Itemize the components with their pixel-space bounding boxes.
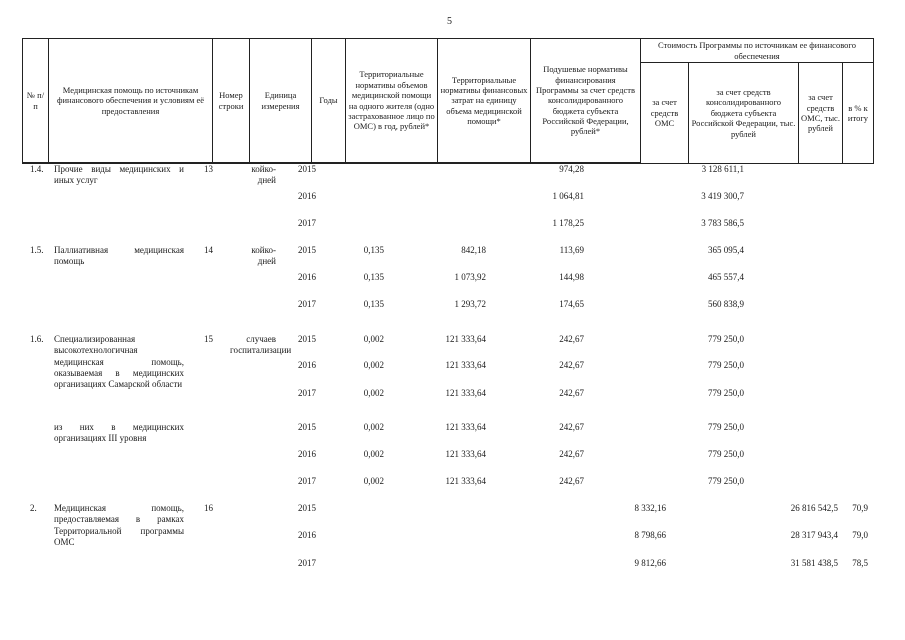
row-number: 1.6.	[30, 334, 44, 344]
year: 2016	[298, 191, 316, 201]
budget-value: 3 128 611,1	[701, 164, 744, 174]
year: 2015	[298, 164, 316, 174]
oms-thousand-value: 26 816 542,5	[790, 503, 838, 513]
cost-value: 842,18	[461, 245, 486, 255]
percent-value: 79,0	[852, 530, 868, 540]
volume-value: 0,002	[363, 422, 384, 432]
budget-value: 465 557,4	[708, 272, 744, 282]
cost-value: 121 333,64	[445, 388, 486, 398]
row-description: Медицинская помощь, предоставляемая в рамках Территориальной программы ОМС	[54, 503, 184, 547]
volume-value: 0,002	[363, 388, 384, 398]
table-header	[22, 38, 874, 164]
row-description: из них в медицинских организациях III уровня	[54, 422, 184, 444]
per-capita-value: 1 064,81	[552, 191, 584, 201]
budget-value: 560 838,9	[708, 299, 744, 309]
cost-value: 121 333,64	[445, 334, 486, 344]
cost-value: 1 293,72	[454, 299, 486, 309]
header-norm-volume: Территориальные нормативы объемов медицинской помощи на одного жителя (одно застрахованное лицо по ОМС) в год, рублей*	[346, 39, 438, 163]
year: 2015	[298, 503, 316, 513]
volume-value: 0,002	[363, 449, 384, 459]
header-care: Медицинская помощь по источникам финансового обеспечения и условиям её предоставления	[49, 39, 213, 163]
budget-value: 779 250,0	[708, 476, 744, 486]
budget-value: 3 419 300,7	[701, 191, 744, 201]
per-capita-value: 242,67	[559, 449, 584, 459]
volume-value: 0,002	[363, 360, 384, 370]
per-capita-value: 144,98	[559, 272, 584, 282]
row-description: Прочие виды медицинских и иных услуг	[54, 164, 184, 186]
year: 2016	[298, 449, 316, 459]
oms-value: 8 798,66	[634, 530, 666, 540]
row-description: Паллиативная медицинская помощь	[54, 245, 184, 267]
year: 2017	[298, 476, 316, 486]
year: 2015	[298, 422, 316, 432]
year: 2016	[298, 272, 316, 282]
volume-value: 0,135	[363, 272, 384, 282]
per-capita-value: 242,67	[559, 476, 584, 486]
oms-thousand-value: 31 581 438,5	[790, 558, 838, 568]
header-per-capita: Подушевые нормативы финансирования Программы за счет средств консолидированного бюджета субъекта Российской Федерации, рублей*	[531, 39, 641, 163]
header-cost-group: Стоимость Программы по источникам ее финансового обеспечения	[641, 39, 873, 63]
year: 2017	[298, 388, 316, 398]
oms-value: 8 332,16	[634, 503, 666, 513]
cost-value: 121 333,64	[445, 449, 486, 459]
header-years: Годы	[312, 39, 346, 163]
volume-value: 0,135	[363, 245, 384, 255]
row-line-number: 15	[204, 334, 213, 344]
cost-value: 1 073,92	[454, 272, 486, 282]
header-norm-cost: Территориальные нормативы финансовых затрат на единицу объема медицинской помощи*	[438, 39, 531, 163]
percent-value: 70,9	[852, 503, 868, 513]
per-capita-value: 242,67	[559, 422, 584, 432]
row-number: 1.4.	[30, 164, 44, 174]
year: 2016	[298, 530, 316, 540]
year: 2015	[298, 245, 316, 255]
row-unit: койко-дней	[251, 164, 276, 185]
per-capita-value: 974,28	[559, 164, 584, 174]
oms-value: 9 812,66	[634, 558, 666, 568]
year: 2017	[298, 218, 316, 228]
header-oms: за счет средств ОМС	[641, 63, 689, 163]
budget-value: 779 250,0	[708, 449, 744, 459]
per-capita-value: 113,69	[559, 245, 584, 255]
budget-value: 365 095,4	[708, 245, 744, 255]
row-line-number: 16	[204, 503, 213, 513]
budget-value: 779 250,0	[708, 360, 744, 370]
year: 2016	[298, 360, 316, 370]
budget-value: 3 783 586,5	[701, 218, 744, 228]
volume-value: 0,002	[363, 476, 384, 486]
cost-value: 121 333,64	[445, 476, 486, 486]
header-row-no: Номер строки	[213, 39, 250, 163]
row-line-number: 13	[204, 164, 213, 174]
budget-value: 779 250,0	[708, 388, 744, 398]
per-capita-value: 174,65	[559, 299, 584, 309]
year: 2015	[298, 334, 316, 344]
per-capita-value: 242,67	[559, 388, 584, 398]
budget-value: 779 250,0	[708, 422, 744, 432]
header-oms-thousand: за счет средств ОМС, тыс. рублей	[799, 63, 843, 163]
row-line-number: 14	[204, 245, 213, 255]
per-capita-value: 242,67	[559, 360, 584, 370]
cost-value: 121 333,64	[445, 360, 486, 370]
volume-value: 0,002	[363, 334, 384, 344]
row-unit: койко-дней	[251, 245, 276, 266]
year: 2017	[298, 299, 316, 309]
page-number: 5	[447, 16, 452, 27]
year: 2017	[298, 558, 316, 568]
budget-value: 779 250,0	[708, 334, 744, 344]
cost-value: 121 333,64	[445, 422, 486, 432]
row-description: Специализированная высокотехнологичная медицинская помощь, оказываемая в медицинских организациях Самарской области	[54, 334, 184, 389]
header-percent: в % к итогу	[847, 102, 869, 123]
percent-value: 78,5	[852, 558, 868, 568]
header-unit: Единица измерения	[250, 39, 312, 163]
row-number: 1.5.	[30, 245, 44, 255]
per-capita-value: 242,67	[559, 334, 584, 344]
header-num: № п/п	[23, 39, 49, 163]
volume-value: 0,135	[363, 299, 384, 309]
oms-thousand-value: 28 317 943,4	[790, 530, 838, 540]
per-capita-value: 1 178,25	[552, 218, 584, 228]
header-budget: за счет средств консолидированного бюджета субъекта Российской Федерации, тыс. рублей	[689, 63, 799, 163]
row-number: 2.	[30, 503, 37, 513]
row-unit: случаев госпитализации	[230, 334, 292, 355]
